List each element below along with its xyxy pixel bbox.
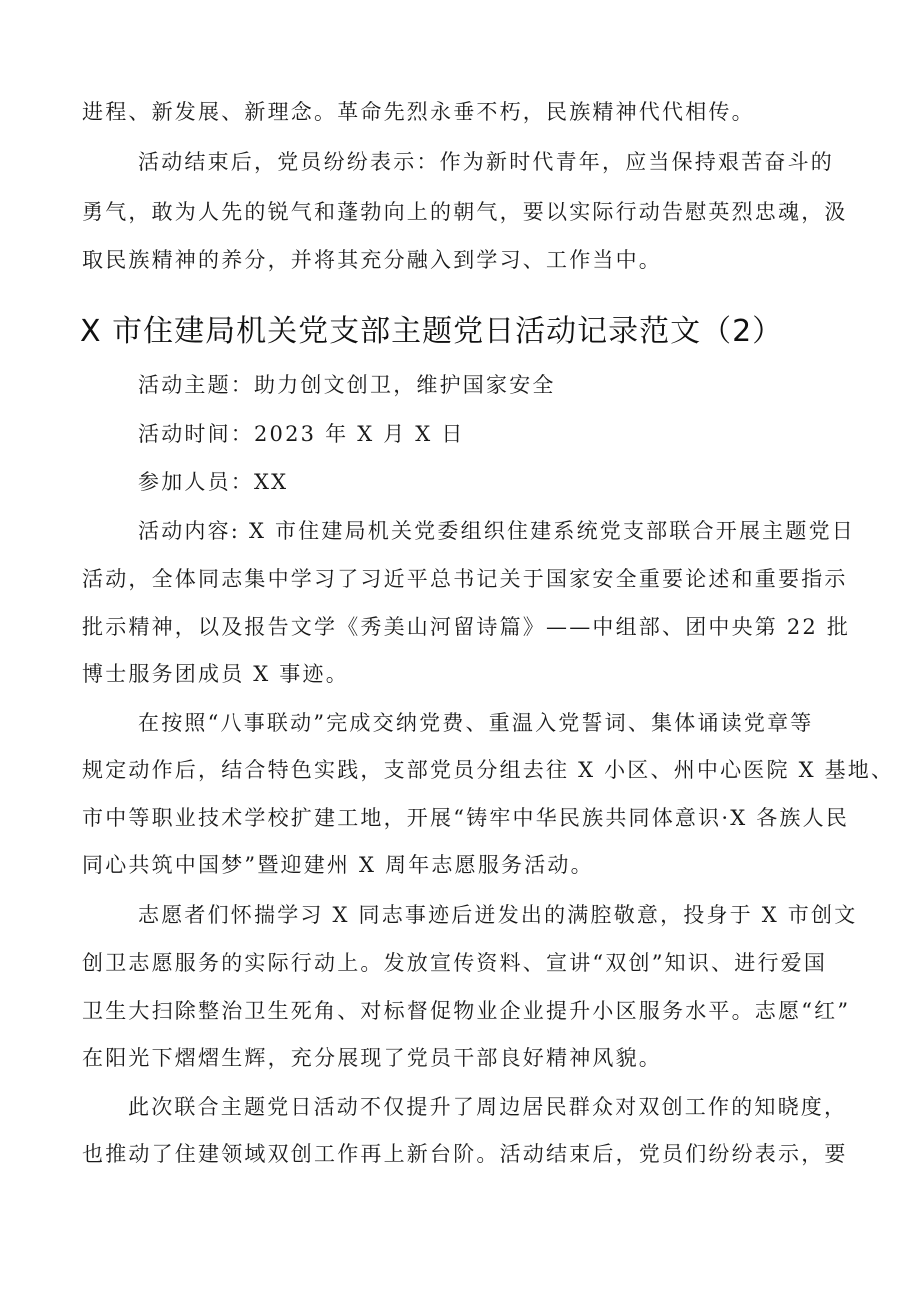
para2-line-3: 市中等职业技术学校扩建工地，开展“铸牢中华民族共同体意识·X 各族人民 <box>82 806 850 830</box>
para1-line-4: 博士服务团成员 X 事迹。 <box>82 662 349 686</box>
para3-line-4: 在阳光下熠熠生辉，充分展现了党员干部良好精神风貌。 <box>82 1046 662 1070</box>
para2-line-1: 在按照“八事联动”完成交纳党费、重温入党誓词、集体诵读党章等 <box>138 711 814 735</box>
activity-time: 活动时间：2023 年 X 月 X 日 <box>138 422 465 446</box>
para4-line-2: 也推动了住建领域双创工作再上新台阶。活动结束后，党员们纷纷表示，要 <box>82 1142 848 1166</box>
section-heading: X 市住建局机关党支部主题党日活动记录范文（2） <box>80 314 784 349</box>
activity-participants: 参加人员：XX <box>138 470 289 494</box>
activity-theme: 活动主题：助力创文创卫，维护国家安全 <box>138 373 556 397</box>
para4-line-1: 此次联合主题党日活动不仅提升了周边居民群众对双创工作的知晓度， <box>128 1095 848 1119</box>
para3-line-3: 卫生大扫除整治卫生死角、对标督促物业企业提升小区服务水平。志愿“红” <box>82 999 851 1023</box>
section1-line-2: 活动结束后，党员纷纷表示：作为新时代青年，应当保持艰苦奋斗的 <box>138 150 834 174</box>
para1-line-1: 活动内容: X 市住建局机关党委组织住建系统党支部联合开展主题党日 <box>138 519 855 543</box>
para2-line-2: 规定动作后，结合特色实践，支部党员分组去往 X 小区、州中心医院 X 基地、 <box>82 758 895 782</box>
para3-line-1: 志愿者们怀揣学习 X 同志事迹后迸发出的满腔敬意，投身于 X 市创文 <box>138 903 858 927</box>
section1-line-1: 进程、新发展、新理念。革命先烈永垂不朽，民族精神代代相传。 <box>82 100 755 124</box>
section1-line-3: 勇气，敢为人先的锐气和蓬勃向上的朝气，要以实际行动告慰英烈忠魂，汲 <box>82 200 848 224</box>
para2-line-4: 同心共筑中国梦”暨迎建州 X 周年志愿服务活动。 <box>82 853 594 877</box>
para1-line-3: 批示精神，以及报告文学《秀美山河留诗篇》——中组部、团中央第 22 批 <box>82 615 851 639</box>
para1-line-2: 活动，全体同志集中学习了习近平总书记关于国家安全重要论述和重要指示 <box>82 567 848 591</box>
para3-line-2: 创卫志愿服务的实际行动上。发放宣传资料、宣讲“双创”知识、进行爱国 <box>82 951 828 975</box>
section1-line-4: 取民族精神的养分，并将其充分融入到学习、工作当中。 <box>82 248 662 272</box>
